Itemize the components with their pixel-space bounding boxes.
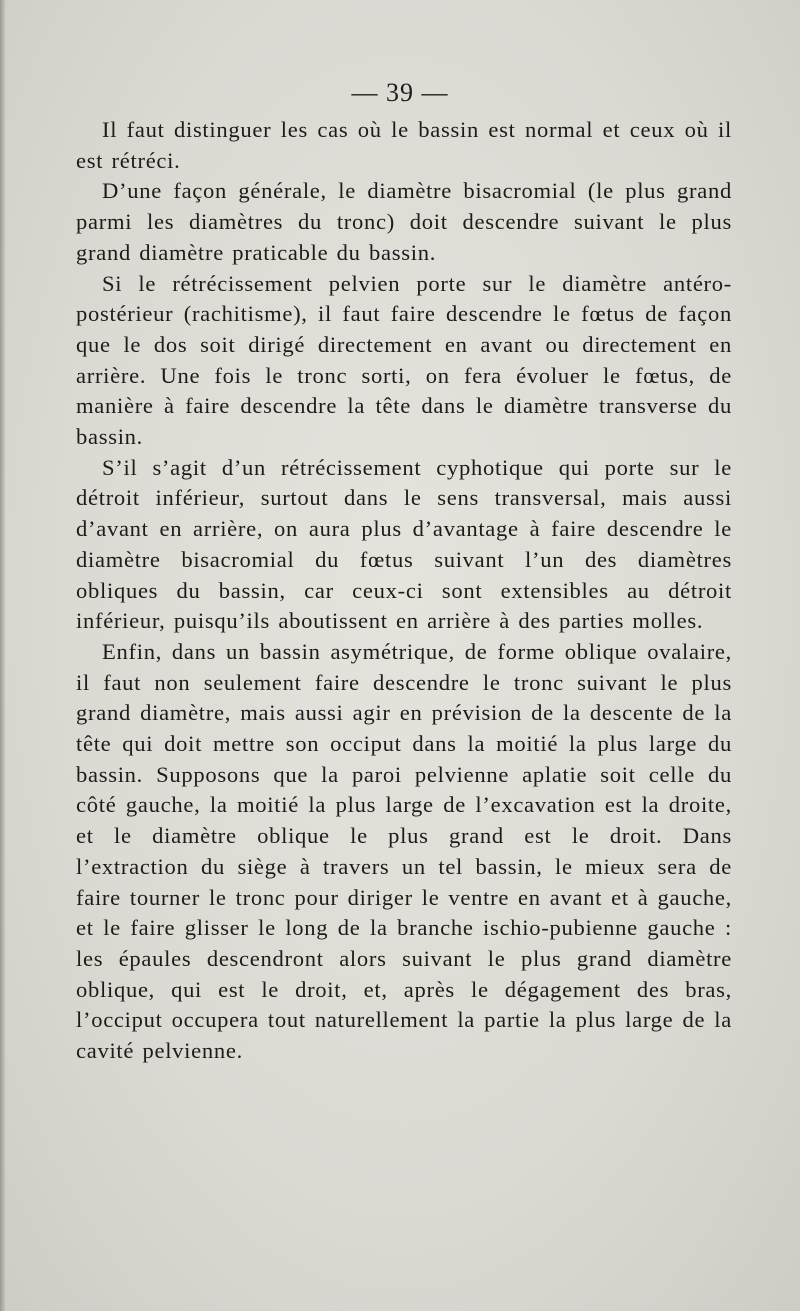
page-edge-shadow xyxy=(0,0,6,1311)
paragraph-normal-or-narrowed: Il faut distinguer les cas où le bassin est normal et ceux où il est rétréci. xyxy=(76,117,732,173)
paragraph-bisacromial-diameter: D’une façon générale, le diamètre bisacromial (le plus grand parmi les diamètres du tronc) doit descendre suivant le plus grand diamètre praticable du bassin. xyxy=(76,178,732,265)
paragraph-kyphotic-narrowing: S’il s’agit d’un rétrécissement cyphotique qui porte sur le détroit inférieur, surtout dans le sens transversal, mais aussi d’avant en arrière, on aura plus d’avantage à faire descendre le diamètre bisacromial du fœtus suivant l’un des diamètres obliques du bassin, car ceux-ci sont extensibles au détroit inférieur, puisqu’ils aboutissent en arrière à des parties molles. xyxy=(76,454,732,634)
paragraph-asymmetric-pelvis: Enfin, dans un bassin asymétrique, de forme oblique ovalaire, il faut non seulement faire descendre le tronc suivant le plus grand diamètre, mais aussi agir en prévision de la descente de la tête qui doit mettre son occiput dans la moitié la plus large du bassin. Supposons que la paroi pelvienne aplatie soit celle du côté gauche, la moitié la plus large de l’excavation est la droite, et le diamètre oblique le plus grand est le droit. Dans l’extraction du siège à travers un tel bassin, le mieux sera de faire tourner le tronc pour diriger le ventre en avant et à gauche, et le faire glisser le long de la branche ischio-pubienne gauche : les épaules descendront alors suivant le plus grand diamètre oblique, qui est le droit, et, après le dégagement des bras, l’occiput occupera tout naturellement la partie la plus large de la cavité pelvienne. xyxy=(76,638,732,1064)
body-text xyxy=(76,115,732,1067)
page-number: — 39 — xyxy=(351,78,449,107)
paragraph-rachitic-narrowing: Si le rétrécissement pelvien porte sur le diamètre antéro-postérieur (rachitisme), il faut faire descendre le fœtus de façon que le dos soit dirigé directement en avant ou directement en arrière. Une fois le tronc sorti, on fera évoluer le fœtus, de manière à faire descendre la tête dans le diamètre transverse du bassin. xyxy=(76,270,732,450)
